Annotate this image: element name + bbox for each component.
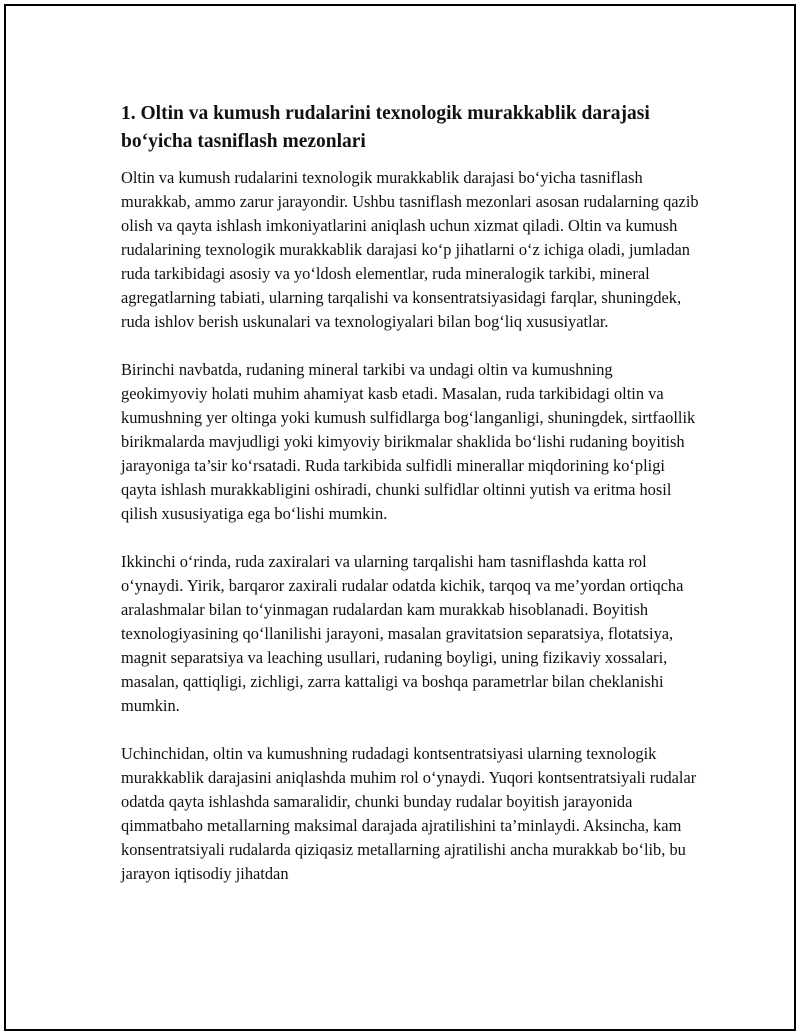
paragraph-4: Uchinchidan, oltin va kumushning rudadagi kontsentratsiyasi ularning texnologik murakkablik darajasini aniqlashda muhim rol o‘ynaydi. Yuqori kontsentratsiyali rudalar odatda qayta ishlashda samaralidir, chunki bunday rudalar boyitish jarayonida qimmatbaho metallarning maksimal darajada ajratilishini ta’minlaydi. Aksincha, kam konsentratsiyali rudalarda qiziqasiz metallarning ajratilishi ancha murakkab bo‘lib, bu jarayon iqtisodiy jihatdan: [121, 744, 697, 883]
document-body: [121, 100, 701, 910]
paragraph-3: Ikkinchi o‘rinda, ruda zaxiralari va ularning tarqalishi ham tasniflashda katta rol o‘ynaydi. Yirik, barqaror zaxirali rudalar odatda kichik, tarqoq va me’yordan ortiqcha aralashmalar bilan to‘yinmagan rudalardan kam murakkab hisoblanadi. Boyitish texnologiyasining qo‘llanilishi jarayoni, masalan gravitatsion separatsiya, flotatsiya, magnit separatsiya va leaching usullari, rudaning boyligi, uning fizikaviy xossalari, masalan, qattiqligi, zichligi, zarra kattaligi va boshqa parametrlar bilan cheklanishi mumkin.: [121, 552, 684, 715]
paragraph-2: Birinchi navbatda, rudaning mineral tarkibi va undagi oltin va kumushning geokimyoviy holati muhim ahamiyat kasb etadi. Masalan, ruda tarkibidagi oltin va kumushning yer oltinga yoki kumush sulfidlarga bog‘langanligi, shuningdek, sirtfaollik birikmalarda mavjudligi yoki kimyoviy birikmalar shaklida bo‘lishi rudaning boyitish jarayoniga ta’sir ko‘rsatadi. Ruda tarkibida sulfidli minerallar miqdorining ko‘pligi qayta ishlash murakkabligini oshiradi, chunki sulfidlar oltinni yutish va eritma hosil qilish xususiyatiga ega bo‘lishi mumkin.: [121, 360, 696, 523]
section-title: 1. Oltin va kumush rudalarini texnologik murakkablik darajasi bo‘yicha tasniflash mezonlari: [121, 103, 650, 152]
paragraph-1: Oltin va kumush rudalarini texnologik murakkablik darajasi bo‘yicha tasniflash murakkab, ammo zarur jarayondir. Ushbu tasniflash mezonlari asosan rudalarning qazib olish va qayta ishlash imkoniyatlarini aniqlash uchun xizmat qiladi. Oltin va kumush rudalarining texnologik murakkablik darajasi ko‘p jihatlarni o‘z ichiga oladi, jumladan ruda tarkibidagi asosiy va yo‘ldosh elementlar, ruda mineralogik tarkibi, mineral agregatlarning tabiati, ularning tarqalishi va konsentratsiyasidagi farqlar, shuningdek, ruda ishlov berish uskunalari va texnologiyalari bilan bog‘liq xususiyatlar.: [121, 168, 699, 331]
page-frame: [4, 4, 796, 1031]
